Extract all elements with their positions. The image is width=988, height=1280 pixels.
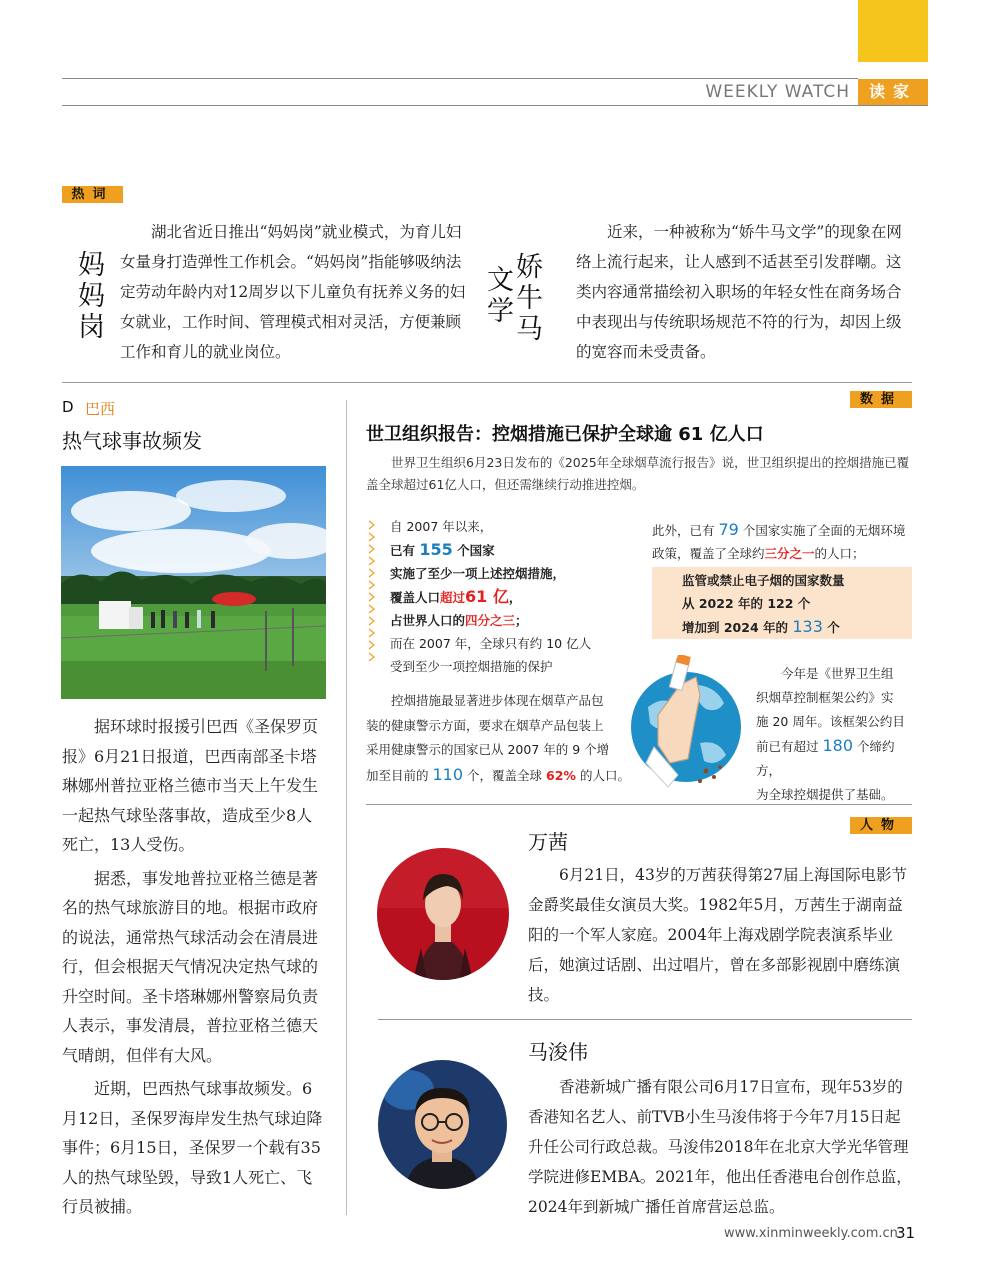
stat-line: 覆盖人口超过61 亿， bbox=[390, 587, 522, 606]
paragraph: 据环球时报援引巴西《圣保罗页报》6月21日报道，巴西南部圣卡塔琳娜州普拉亚格兰德市当天上午发生一起热气球坠落事故，造成至少8人死亡，13人受伤。 bbox=[62, 717, 319, 854]
stat-line: 监管或禁止电子烟的国家数量 bbox=[682, 573, 845, 588]
paragraph: 据悉，事发地普拉亚格兰德是著名的热气球旅游目的地。根据市政府的说法，通常热气球活动会在清晨进行，但会根据天气情况决定热气球的升空时间。圣卡塔琳娜州警察局负责人表示，事发清晨，普拉亚格兰德天气晴朗，但伴有大风。 bbox=[62, 868, 319, 1065]
data-title: 世卫组织报告：控烟措施已保护全球逾 61 亿人口 bbox=[366, 424, 764, 445]
section-divider bbox=[62, 382, 912, 383]
person-bio: 6月21日，43岁的万茜获得第27届上海国际电影节金爵奖最佳女演员大奖。1982年5月，万茜生于湖南益阳的一个军人家庭。2004年上海戏剧学院表演系毕业后，她演过话剧、出过唱片，曾在多部影视剧中磨练演技。 bbox=[528, 866, 908, 1004]
stat-number: 110 bbox=[432, 764, 464, 784]
article-title: 热气球事故频发 bbox=[62, 429, 202, 453]
hot-word-jiao-niuma-text: 近来，一种被称为“娇牛马文学”的现象在网络上流行起来，让人感到不适甚至引发群嘲。这类内容通常描绘初入职场的年轻女性在商务场合中表现出与传统职场规范不符的行为，却因上级的宽容而未受责备。 bbox=[576, 223, 902, 361]
people-tag: 人物 bbox=[850, 817, 912, 834]
stat-line: 采用健康警示的国家已从 2007 年的 9 个增 bbox=[366, 742, 610, 757]
section-divider bbox=[366, 804, 912, 805]
stat-block-fctc bbox=[756, 662, 916, 807]
hot-word-wenxue: 文学 bbox=[487, 265, 514, 327]
stat-number: 155 bbox=[419, 540, 453, 559]
stat-block-smokefree bbox=[652, 518, 914, 565]
stat-line: 实施了至少一项上述控烟措施， bbox=[390, 566, 566, 581]
header-rule bbox=[62, 105, 928, 106]
stat-number: 79 bbox=[718, 520, 739, 539]
region-country: 巴西 bbox=[85, 400, 116, 418]
stat-number: 61 亿 bbox=[465, 587, 509, 606]
section-divider bbox=[378, 1019, 912, 1020]
person-name: 马浚伟 bbox=[528, 1040, 588, 1064]
person-photo-avatar bbox=[377, 848, 509, 980]
person-bio: 香港新城广播有限公司6月17日宣布，现年53岁的香港知名艺人、前TVB小生马浚伟将于今年7月15日起升任公司行政总裁。马浚伟2018年在北京大学光华管理学院进修EMBA。2021年，他出任香港电台创作总监，2024年到新城广播任首席营运总监。 bbox=[528, 1078, 912, 1216]
data-lead: 世界卫生组织6月23日发布的《2025年全球烟草流行报告》说，世卫组织提出的控烟措施已覆盖全球超过61亿人口，但还需继续行动推进控烟。 bbox=[366, 455, 910, 492]
person-photo-avatar bbox=[378, 1060, 507, 1189]
stat-line: 占世界人口的四分之三； bbox=[390, 613, 528, 628]
stat-line: 今年是《世界卫生组 bbox=[781, 666, 894, 681]
stat-line: 织烟草控制框架公约》实 bbox=[756, 690, 894, 705]
stat-line: 装的健康警示方面，要求在烟草产品包装上 bbox=[366, 717, 604, 733]
stat-line: 受到至少一项控烟措施的保护 bbox=[390, 659, 553, 674]
column-divider bbox=[346, 400, 347, 1215]
region-letter: D bbox=[62, 398, 74, 416]
globe-hand-cigarette-illustration bbox=[628, 655, 746, 790]
ecigarette-stat-text bbox=[682, 569, 907, 639]
stat-line: 此外，已有 79 个国家实施了全面的无烟环境 bbox=[652, 520, 906, 539]
stat-number: 133 bbox=[792, 617, 823, 636]
stat-number: 180 bbox=[822, 736, 854, 755]
hot-words-tag: 热词 bbox=[62, 186, 123, 203]
stat-block-countries bbox=[390, 515, 640, 678]
chevron-dots-decoration bbox=[366, 517, 380, 672]
stat-line: 已有 155 个国家 bbox=[390, 540, 495, 559]
paragraph: 近期，巴西热气球事故频发。6月12日，圣保罗海岸发生热气球迫降事件；6月15日，圣保罗一个载有35人的热气球坠毁，导致1人死亡、飞行员被捕。 bbox=[62, 1079, 323, 1216]
person-name: 万茜 bbox=[528, 830, 568, 854]
corner-tab bbox=[858, 0, 928, 62]
hot-word-mama-gang: 妈妈岗 bbox=[78, 250, 105, 343]
header-rule bbox=[62, 78, 858, 79]
stat-line: 增加到 2024 年的 133 个 bbox=[682, 617, 840, 636]
stat-line: 从 2022 年的 122 个 bbox=[682, 596, 811, 611]
balloon-crash-photo bbox=[61, 466, 326, 699]
stat-line: 前已有超过 180 个缔约方， bbox=[756, 736, 895, 778]
stat-line: 控烟措施最显著进步体现在烟草产品包 bbox=[391, 693, 604, 708]
page-number: 31 bbox=[896, 1224, 916, 1242]
stat-line: 自 2007 年以来， bbox=[390, 519, 493, 534]
stat-line: 而在 2007 年，全球只有约 10 亿人 bbox=[390, 636, 592, 651]
stat-line: 为全球控烟提供了基础。 bbox=[756, 787, 894, 802]
stat-line: 政策，覆盖了全球约三分之一的人口； bbox=[652, 546, 865, 561]
hot-word-jiao-niuma: 娇牛马 bbox=[516, 252, 543, 345]
footer-url: www.xinminweekly.com.cn bbox=[724, 1226, 898, 1241]
stat-line: 施 20 周年。该框架公约目 bbox=[756, 714, 905, 729]
column-title: WEEKLY WATCH bbox=[705, 82, 850, 102]
brazil-article-body bbox=[62, 712, 328, 1222]
data-tag: 数据 bbox=[850, 391, 912, 408]
stat-percent: 62% bbox=[546, 767, 576, 783]
stat-block-warnings bbox=[366, 689, 636, 788]
hot-word-mama-gang-text: 湖北省近日推出“妈妈岗”就业模式，为育儿妇女量身打造弹性工作机会。“妈妈岗”指能够吸纳法定劳动年龄内对12周岁以下儿童负有抚养义务的妇女就业，工作时间、管理模式相对灵活，方便兼顾工作和育儿的就业岗位。 bbox=[120, 223, 466, 361]
section-tag: 读家 bbox=[858, 79, 928, 105]
stat-line: 加至目前的 110 个，覆盖全球 62% 的人口。 bbox=[366, 764, 630, 784]
